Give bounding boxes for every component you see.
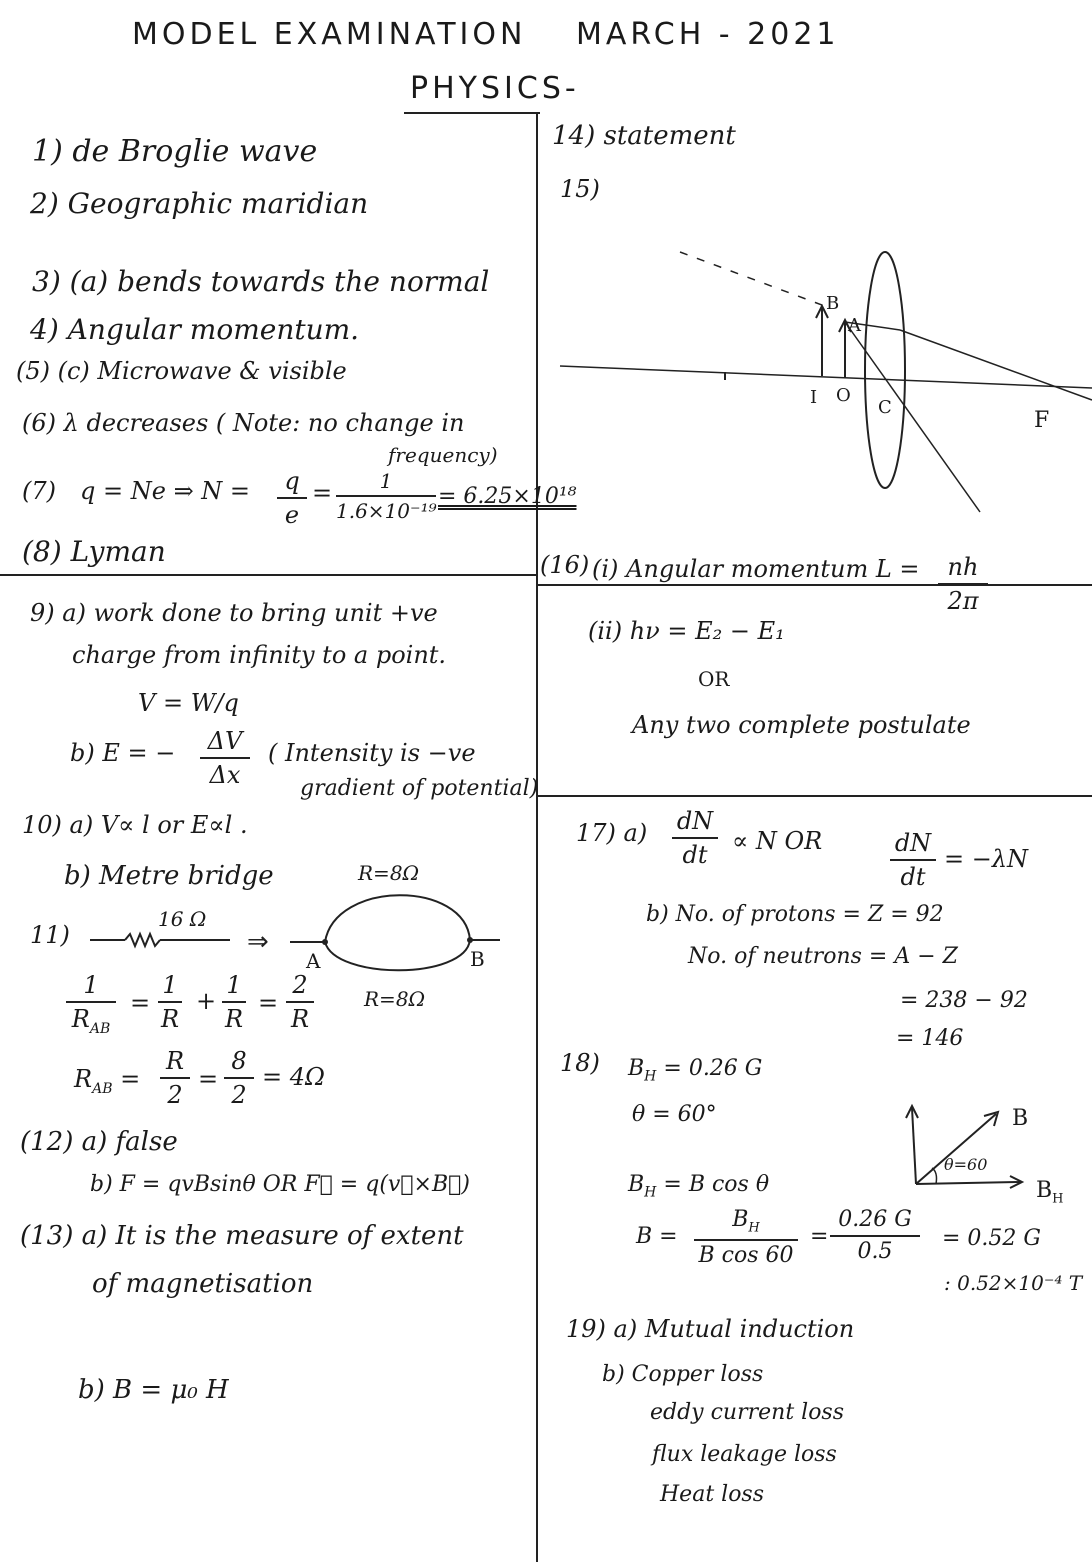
fraction-numerator: 1 (83, 971, 99, 999)
label-o: O (836, 385, 851, 406)
answer-7-fraction-q-over-e (277, 468, 307, 529)
answer-16-label: (16) (540, 551, 590, 579)
fraction-denominator: B cos 60 (698, 1242, 794, 1268)
answer-18-bh-line (628, 1056, 762, 1084)
h-subscript: H (644, 1184, 657, 1201)
answer-19b-line4: Heat loss (660, 1482, 765, 1507)
fraction-denominator: R (224, 1005, 244, 1034)
fraction-denominator: dt (682, 841, 708, 870)
r-symbol: R (74, 1065, 93, 1093)
answer-3: 3) (a) bends towards the normal (32, 265, 490, 298)
answer-17a-rhs: = −λN (944, 845, 1029, 873)
ab-subscript: AB (89, 1021, 111, 1038)
h-subscript: H (644, 1068, 657, 1085)
answer-16-i: (i) Angular momentum L = (592, 555, 920, 583)
fraction-denominator: 2π (947, 587, 979, 616)
answer-10b: b) Metre bridge (64, 861, 274, 891)
answer-13a-line1: (13) a) It is the measure of extent (20, 1221, 464, 1251)
answer-18-result-tesla: : 0.52×10⁻⁴ T (944, 1271, 1083, 1295)
answer-18-b-lhs: B = (636, 1224, 678, 1249)
answer-7-result: = 6.25×10¹⁸ (438, 484, 577, 509)
answer-17a-label: 17) a) (576, 819, 648, 847)
eq2-result: = 4Ω (262, 1063, 325, 1091)
answer-11-top-resistor: R=8Ω (358, 861, 420, 885)
answer-9b-note-line1: ( Intensity is −ve (268, 739, 476, 767)
answer-18-label: 18) (560, 1049, 600, 1077)
bh-value: = 0.26 G (663, 1056, 763, 1081)
answer-14: 14) statement (552, 121, 736, 151)
label-b: B (826, 293, 840, 314)
eq1-term2-fraction (222, 972, 246, 1033)
bh-cos-expression: = B cos θ (663, 1172, 770, 1197)
answer-18-equals: = (810, 1224, 829, 1249)
svg-text:⇒: ⇒ (247, 927, 269, 957)
answer-5: (5) (c) Microwave & visible (16, 357, 347, 385)
b-symbol: B (732, 1207, 749, 1232)
fraction-denominator: 2 (231, 1081, 247, 1110)
node-a-label: A (306, 949, 321, 973)
answer-19b-line2: eddy current loss (650, 1400, 845, 1425)
fraction-numerator: q (284, 467, 300, 495)
label-c: C (878, 397, 892, 418)
vector-angle-label: θ=60 (944, 1155, 988, 1174)
answer-9a-line2: charge from infinity to a point. (72, 641, 447, 669)
answer-15-label: 15) (560, 175, 600, 203)
answer-9b-gradient-fraction (200, 728, 250, 789)
answer-11-label: 11) (30, 921, 70, 949)
answer-17a-dn-dt-2 (890, 830, 936, 891)
b-symbol: B (628, 1056, 645, 1081)
answer-11-resistance-16: 16 Ω (158, 907, 207, 931)
right-section-divider-lower (537, 795, 1092, 797)
eq1-equals-2: = (258, 989, 279, 1017)
ray-through-optical-centre (845, 322, 980, 512)
eq2-equals: = (198, 1065, 219, 1093)
answer-13b: b) B = μ₀ H (78, 1375, 229, 1405)
answer-19a: 19) a) Mutual induction (566, 1315, 855, 1343)
fraction-numerator: nh (947, 553, 979, 581)
answer-18-theta: θ = 60° (632, 1102, 717, 1127)
answer-18-fraction-bh-over-cos (694, 1208, 798, 1268)
answer-16-ii: (ii) hν = E₂ − E₁ (588, 617, 785, 645)
h-subscript: H (1052, 1191, 1064, 1207)
answer-6-continued: frequency) (388, 443, 498, 467)
eq2-r-over-2 (160, 1048, 190, 1109)
column-divider (536, 112, 538, 1562)
virtual-ray-extension (680, 252, 830, 308)
refracted-ray (900, 330, 1092, 400)
answer-2: 2) Geographic maridian (30, 187, 369, 220)
fraction-numerator: 0.26 G (838, 1207, 912, 1232)
left-section-divider (0, 574, 537, 576)
answer-16-alt: Any two complete postulate (632, 711, 971, 739)
answer-12a: (12) a) false (20, 1127, 178, 1157)
r-symbol: R (71, 1005, 90, 1034)
fraction-denominator: R (160, 1005, 180, 1034)
answer-9a-line1: 9) a) work done to bring unit +ve (30, 599, 438, 627)
fraction-numerator: dN (894, 829, 932, 857)
b-symbol: B (628, 1172, 645, 1197)
answer-9a-formula: V = W/q (138, 689, 239, 717)
answer-11-bottom-resistor: R=8Ω (364, 987, 426, 1011)
h-subscript: H (748, 1220, 760, 1236)
fraction-numerator: R (165, 1047, 185, 1075)
label-a: A (848, 315, 861, 336)
answer-16-nh-over-2pi (938, 554, 988, 615)
answer-18-result: = 0.52 G (942, 1226, 1041, 1251)
label-f: F (1034, 408, 1050, 433)
answer-9b-lhs: b) E = − (70, 739, 176, 767)
answer-17a-dn-dt (672, 808, 718, 869)
fraction-numerator: 8 (231, 1047, 247, 1075)
eq1-lhs-fraction (66, 972, 116, 1038)
label-i: I (810, 387, 818, 408)
eq2-8-over-2 (224, 1048, 254, 1109)
eq1-result-fraction (286, 972, 314, 1033)
fraction-denominator: e (284, 501, 300, 530)
fraction-numerator: 2 (292, 971, 308, 999)
eq2-lhs: $R_{AB}$ = (74, 1065, 141, 1097)
right-section-divider-upper (537, 584, 1092, 586)
answer-17a-middle: ∝ N OR (732, 827, 823, 855)
answer-4: 4) Angular momentum. (30, 313, 360, 346)
answer-9b-note-line2: gradient of potential) (300, 776, 539, 801)
fraction-numerator: 1 (379, 469, 393, 493)
answer-7-fraction-one-over-e (336, 470, 436, 522)
exam-title: MODEL EXAMINATION (132, 17, 527, 52)
vector-bh-label (1036, 1178, 1064, 1207)
fraction-numerator: 1 (162, 971, 178, 999)
node-b-label: B (470, 947, 485, 971)
answer-10a: 10) a) V∝ l or E∝l . (22, 811, 248, 839)
answer-8: (8) Lyman (22, 535, 166, 568)
subject-underline (404, 112, 540, 114)
ab-subscript: AB (92, 1080, 113, 1097)
convex-lens (865, 252, 905, 488)
eq1-equals: = (130, 989, 151, 1017)
answer-19b-line1: b) Copper loss (602, 1362, 764, 1387)
fraction-numerator: dN (676, 807, 714, 835)
answer-1: 1) de Broglie wave (32, 134, 318, 169)
fraction-denominator: 0.5 (857, 1239, 893, 1265)
lens-ray-diagram (560, 240, 1092, 520)
answer-7-expression: q = Ne ⇒ N = (80, 477, 251, 505)
answer-17b-line2: No. of neutrons = A − Z (688, 944, 958, 969)
exam-date: MARCH - 2021 (576, 17, 840, 52)
answer-19b-line3: flux leakage loss (652, 1442, 837, 1467)
fraction-denominator (66, 1006, 116, 1037)
answer-12b: b) F = qvBsinθ OR F⃗ = q(v⃗×B⃗) (90, 1172, 470, 1197)
answer-13a-line2: of magnetisation (92, 1269, 314, 1299)
answer-6: (6) λ decreases ( Note: no change in (22, 409, 465, 437)
fraction-numerator: 1 (226, 971, 242, 999)
vector-b-label: B (1012, 1106, 1029, 1131)
principal-axis (560, 366, 1092, 388)
fraction-denominator: Δx (209, 761, 241, 790)
answer-18-bh-equation (628, 1172, 769, 1200)
fraction-denominator: R (290, 1005, 310, 1034)
answer-17b-line1: b) No. of protons = Z = 92 (646, 902, 944, 927)
b-symbol: B (1036, 1178, 1053, 1203)
fraction-denominator: dt (900, 863, 926, 892)
fraction-numerator: ΔV (207, 727, 243, 755)
answer-17b-line3: = 238 − 92 (900, 988, 1028, 1013)
eq1-term1-fraction (158, 972, 182, 1033)
answer-17b-line4: = 146 (896, 1026, 964, 1051)
answer-7-label: (7) (22, 477, 56, 505)
fraction-denominator: 2 (167, 1081, 183, 1110)
answer-7-equals: = (312, 479, 333, 507)
fraction-numerator (694, 1208, 798, 1236)
eq1-plus: + (196, 987, 217, 1015)
answer-18-fraction-values (830, 1208, 920, 1264)
subject-title: PHYSICS- (410, 71, 580, 106)
fraction-denominator: 1.6×10⁻¹⁹ (336, 499, 437, 523)
answer-16-or: OR (698, 667, 730, 691)
